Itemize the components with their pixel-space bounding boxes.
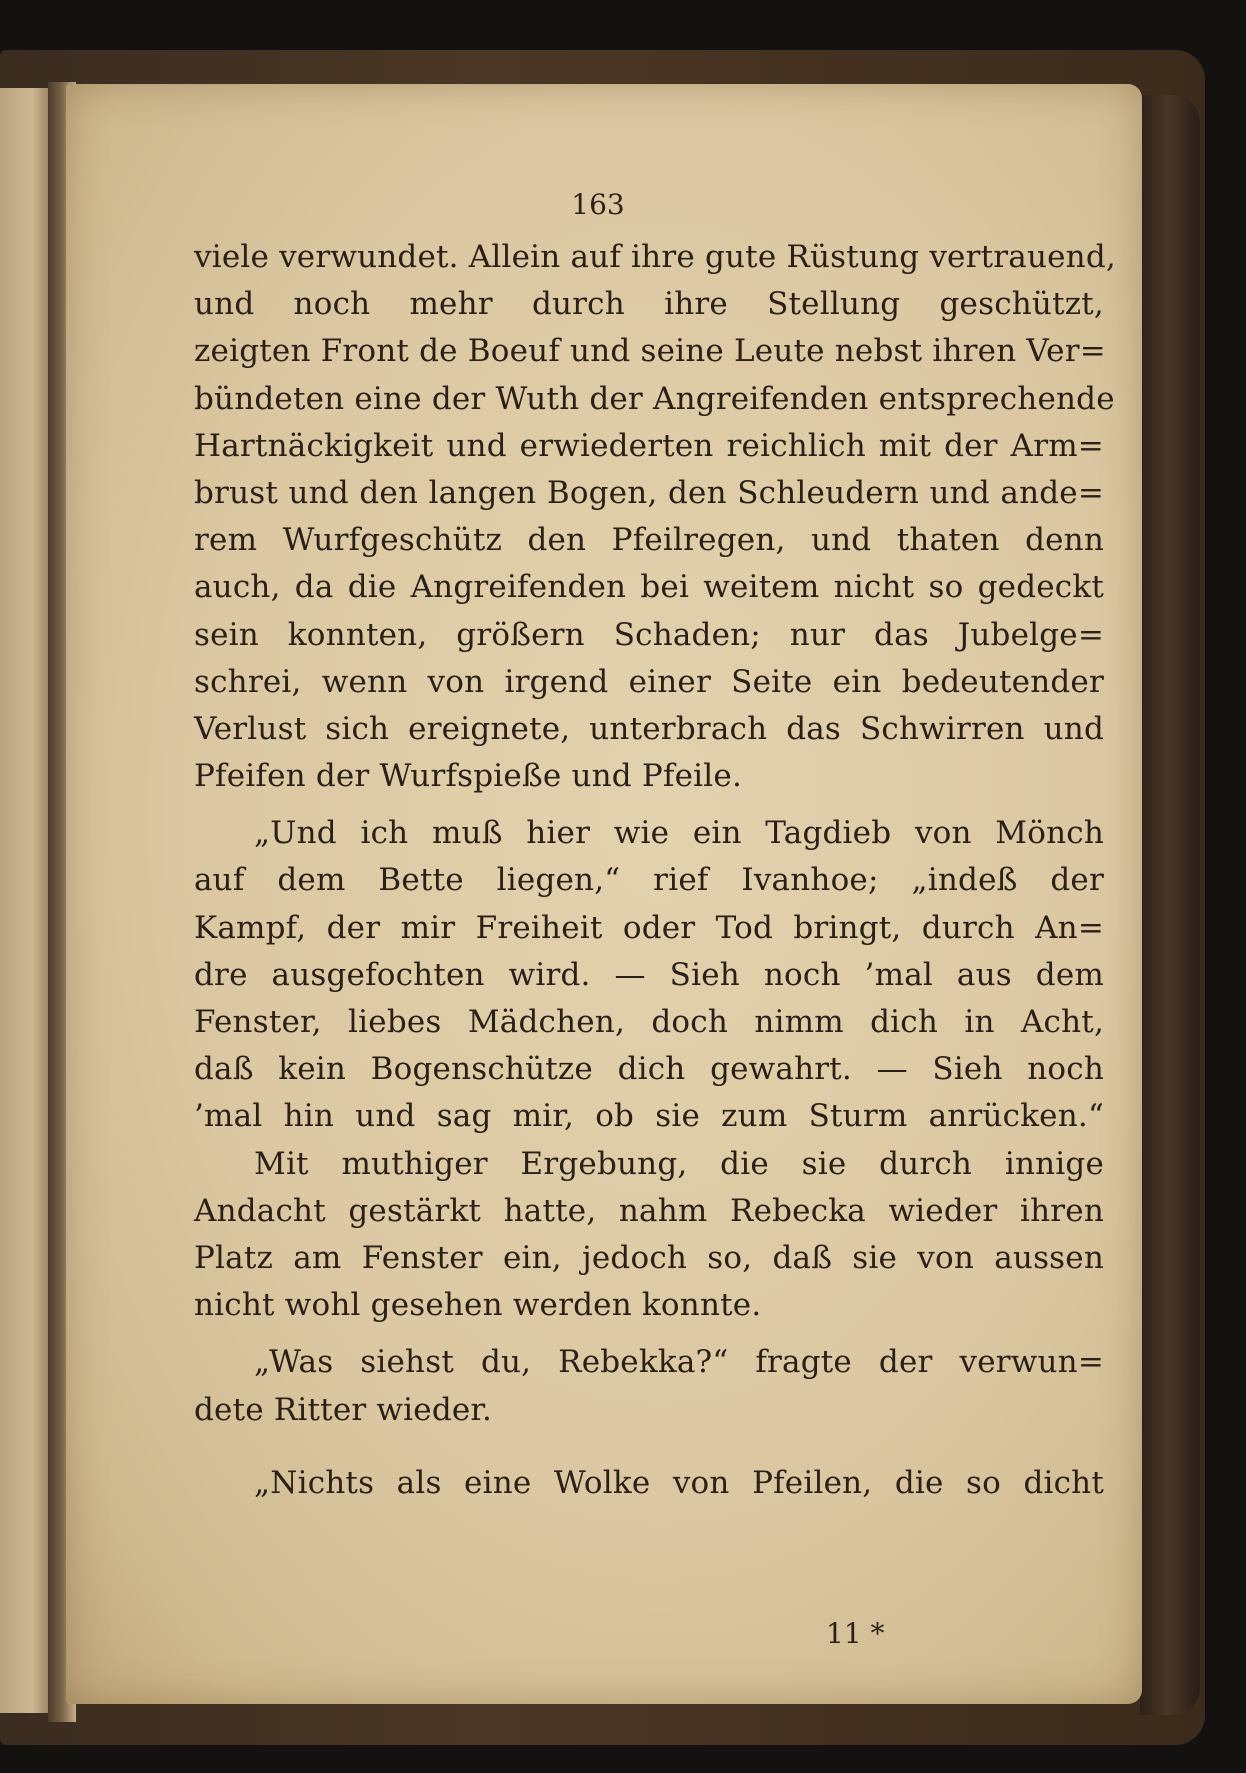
text-line: daß kein Bogenschütze dich gewahrt. — Sieh noch [194,1051,1104,1088]
paragraph-gap [194,800,1104,810]
text-line: Andacht gestärkt hatte, nahm Rebecka wieder ihren [194,1192,1104,1229]
text-line: Mit muthiger Ergebung, die sie durch innige [254,1145,1104,1182]
text-line: „Nichts als eine Wolke von Pfeilen, die so dicht [254,1464,1104,1501]
page-number: 163 [571,188,625,221]
book-page [66,84,1142,1704]
text-line: schrei, wenn von irgend einer Seite ein bedeutender [194,663,1104,700]
text-line: bündeten eine der Wuth der Angreifenden entsprechende [194,380,1115,417]
text-line: „Was siehst du, Rebekka?“ fragte der verwun= [254,1344,1104,1381]
text-line: auf dem Bette liegen,“ rief Ivanhoe; „indeß der [194,862,1104,899]
text-line: Hartnäckigkeit und erwiederten reichlich mit der Arm= [194,427,1104,464]
text-line: brust und den langen Bogen, den Schleudern und ande= [194,474,1104,511]
text-line: ’mal hin und sag mir, ob sie zum Sturm anrücken.“ [194,1098,1104,1135]
paragraph-gap [194,1329,1104,1339]
text-line: Verlust sich ereignete, unterbrach das Schwirren und [194,710,1104,747]
paragraph-gap [194,1434,1104,1460]
cover-edge [1140,95,1200,1715]
text-line: rem Wurfgeschütz den Pfeilregen, und thaten denn [194,522,1104,559]
text-line: viele verwundet. Allein auf ihre gute Rüstung vertrauend, [194,239,1116,275]
text-line: Platz am Fenster ein, jedoch so, daß sie von aussen [194,1239,1104,1276]
text-line: „Und ich muß hier wie ein Tagdieb von Mönch [254,815,1104,852]
text-line: Kampf, der mir Freiheit oder Tod bringt, durch An= [194,909,1104,946]
text-line: Pfeifen der Wurfspieße und Pfeile. [194,758,743,795]
text-line: Fenster, liebes Mädchen, doch nimm dich in Acht, [194,1004,1104,1040]
text-line: zeigten Front de Boeuf und seine Leute nebst ihren Ver= [194,333,1106,370]
text-line: sein konnten, größern Schaden; nur das Jubelge= [194,616,1104,653]
text-line: dre ausgefochten wird. — Sieh noch ’mal aus dem [194,956,1104,993]
text-line: nicht wohl gesehen werden konnte. [194,1287,762,1324]
text-line: dete Ritter wieder. [194,1391,493,1428]
signature-mark: 11 * [826,1617,885,1650]
text-line: und noch mehr durch ihre Stellung geschützt, [194,286,1104,323]
left-page-edge [0,88,54,1713]
text-line: auch, da die Angreifenden bei weitem nicht so gedeckt [194,569,1104,606]
page-text [194,234,1116,1507]
